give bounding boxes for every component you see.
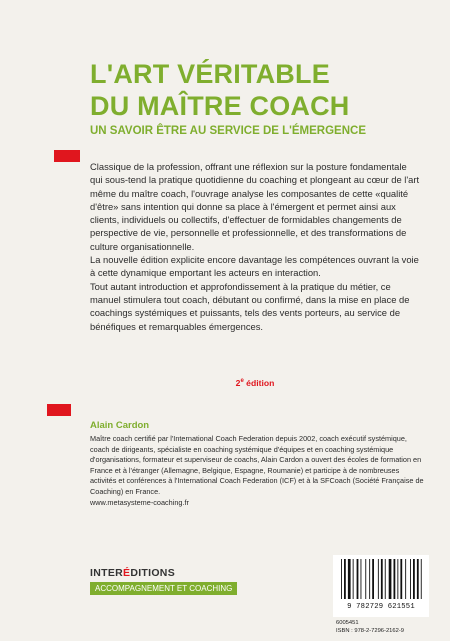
title-line-2: DU MAÎTRE COACH	[90, 91, 350, 121]
author-bio	[90, 434, 424, 508]
barcode-bars-icon	[339, 559, 423, 603]
barcode-bar	[417, 559, 419, 599]
red-accent-bar-author	[47, 404, 71, 416]
barcode-bar	[394, 559, 396, 599]
barcode-bar	[378, 559, 379, 599]
edition-word: édition	[246, 378, 275, 388]
isbn-label: ISBN : 978-2-7296-2162-9	[336, 628, 404, 634]
red-accent-bar-top	[54, 150, 80, 162]
barcode-bar	[348, 559, 351, 599]
barcode-bar	[369, 559, 370, 599]
edition-label	[90, 378, 420, 388]
title-line-1: L'ART VÉRITABLE	[90, 59, 330, 89]
edition-number: 2	[235, 378, 241, 388]
barcode-bar	[421, 559, 422, 599]
barcode-bar	[405, 559, 406, 599]
blurb-paragraph-2: La nouvelle édition explicite encore davantage les compétences ouvrant la voie à cette dynamique emportant les acteurs en interaction.	[90, 254, 419, 279]
barcode-bar	[357, 559, 359, 599]
barcode-bar	[410, 559, 411, 599]
author-name: Alain Cardon	[90, 420, 150, 431]
barcode-bar	[353, 559, 354, 599]
barcode-bar	[389, 559, 392, 599]
book-subtitle: UN SAVOIR ÊTRE AU SERVICE DE L'ÉMERGENCE	[90, 125, 367, 137]
barcode-bar	[344, 559, 346, 599]
barcode-bar	[400, 559, 402, 599]
blurb-text	[90, 160, 420, 333]
barcode-bar	[361, 559, 362, 599]
product-code: 6005451	[336, 620, 359, 626]
product-codes	[336, 619, 404, 635]
edition-ordinal: e	[240, 378, 244, 385]
publisher-name: INTERÉDITIONS	[90, 567, 175, 579]
barcode-bar	[341, 559, 342, 599]
barcode-bar	[365, 559, 366, 599]
barcode-bar	[381, 559, 383, 599]
book-title	[90, 58, 430, 122]
publisher-logo	[90, 567, 237, 595]
blurb-paragraph-3: Tout autant introduction et approfondissement à la pratique du métier, ce manuel stimulera tout coach, débutant ou confirmé, dans la mise en place de coachings systémiques et puissants, tels des vents porteurs, au service de bénéfiques et remarquables émergences.	[90, 280, 410, 332]
publisher-series: ACCOMPAGNEMENT ET COACHING	[90, 582, 237, 595]
barcode-bar	[413, 559, 415, 599]
barcode-digits: 9 782729 621551	[347, 603, 415, 611]
barcode-bar	[385, 559, 386, 599]
barcode-bar	[372, 559, 374, 599]
blurb-paragraph-1: Classique de la profession, offrant une réflexion sur la posture fondamentale qui sous-tend la pratique quotidienne du coaching et plongeant au cœur de l'art même du maître coach, l'ouvrage analyse les composantes de cette «qualité d'être» sans intention qui donne sa place à l'émergent et permet ainsi aux clients, individuels ou collectifs, d'effectuer de formidables changements de perspective de vie, personnelle et professionnelle, et des transformations de culture organisationnelle.	[90, 161, 420, 252]
barcode-bar	[397, 559, 398, 599]
author-website: www.metasysteme-coaching.fr	[90, 497, 189, 507]
barcode	[333, 555, 429, 617]
author-bio-text: Maître coach certifié par l'International Coach Federation depuis 2002, coach exécutif systémique, coach de dirigeants, spécialiste en coaching systémique d'équipes et en coaching systémique d'organisations, formateur et superviseur de coachs, Alain Cardon a ouvert des écoles de formation en France et à l'étranger (Allemagne, Belgique, Espagne, Roumanie) et participe à de nombreuses activités et conférences à l'International Coach Federation (ICF) et à la SFCoach (Société Française de Coaching) en France.	[90, 434, 424, 496]
